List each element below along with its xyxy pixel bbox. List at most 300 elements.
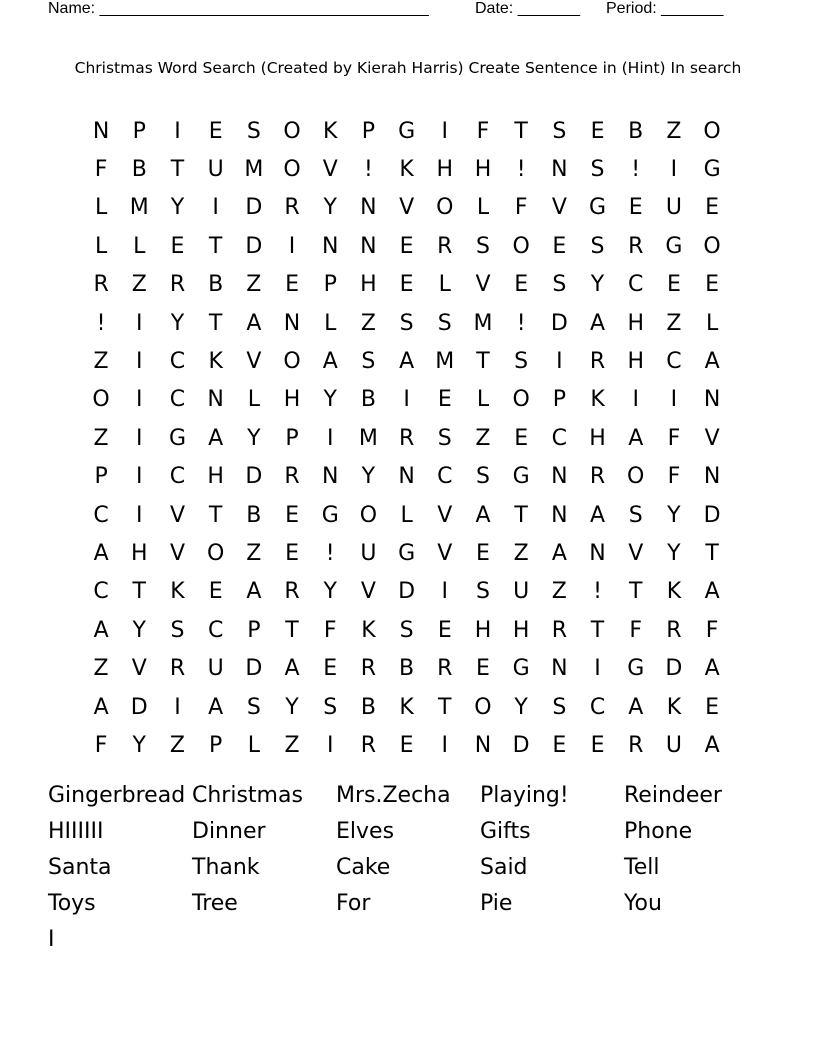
grid-cell: I <box>174 694 181 720</box>
grid-cell: O <box>436 195 454 221</box>
grid-cell: V <box>131 656 147 682</box>
grid-cell: ! <box>516 157 526 183</box>
grid-cell: U <box>665 195 682 221</box>
grid-cell: E <box>628 195 643 221</box>
grid-cell: D <box>512 732 530 758</box>
grid-cell: Y <box>514 694 528 720</box>
grid-cell: G <box>398 540 416 566</box>
grid-cell: K <box>590 387 605 413</box>
grid-cell: S <box>590 157 605 183</box>
grid-cell: I <box>403 387 410 413</box>
grid-cell: C <box>628 272 644 298</box>
word-item: Thank <box>192 854 260 880</box>
grid-cell: S <box>475 233 490 259</box>
grid-cell: V <box>169 540 185 566</box>
header-line <box>48 0 748 22</box>
grid-cell: U <box>665 732 682 758</box>
word-item: Gifts <box>480 819 531 845</box>
grid-cell: E <box>285 502 299 528</box>
grid-cell: F <box>667 425 681 451</box>
grid-cell: C <box>93 502 109 528</box>
grid-cell: S <box>246 694 261 720</box>
grid-cell: ! <box>631 157 641 183</box>
grid-cell: D <box>245 195 263 221</box>
grid-cell: A <box>93 540 109 566</box>
grid-cell: Y <box>667 502 681 528</box>
grid-cell: I <box>670 157 678 183</box>
grid-cell: E <box>399 272 414 298</box>
grid-cell: R <box>360 656 377 682</box>
grid-cell: K <box>361 617 376 643</box>
grid-cell: D <box>665 656 683 682</box>
grid-cell: T <box>628 579 643 605</box>
grid-cell: G <box>321 502 339 528</box>
grid-cell: E <box>514 425 529 451</box>
grid-cell: E <box>399 732 414 758</box>
grid-cell: O <box>283 157 301 183</box>
grid-cell: K <box>399 157 414 183</box>
grid-cell: Z <box>666 118 682 144</box>
grid-cell: H <box>283 387 301 413</box>
grid-cell: T <box>705 540 719 566</box>
word-item: I <box>48 926 55 952</box>
grid-cell: I <box>670 387 678 413</box>
name-field: Name: _____________________________________ <box>48 0 429 17</box>
grid-cell: S <box>399 310 414 336</box>
grid-cell: Z <box>284 732 300 758</box>
grid-cell: P <box>361 118 376 144</box>
grid-cell: A <box>93 694 109 720</box>
grid-cell: K <box>323 118 338 144</box>
grid-cell: F <box>514 195 528 221</box>
grid-cell: V <box>322 157 338 183</box>
grid-cell: L <box>133 233 146 259</box>
grid-cell: O <box>627 464 645 490</box>
grid-cell: Z <box>513 540 529 566</box>
grid-cell: E <box>590 732 605 758</box>
grid-cell: F <box>94 157 108 183</box>
grid-cell: H <box>436 157 454 183</box>
grid-cell: I <box>632 387 639 413</box>
grid-cell: N <box>551 157 568 183</box>
grid-cell: B <box>246 502 262 528</box>
word-item: Santa <box>48 854 112 880</box>
grid-cell: S <box>361 349 376 375</box>
grid-cell: G <box>512 656 530 682</box>
grid-cell: O <box>703 233 721 259</box>
grid-cell: G <box>589 195 607 221</box>
grid-cell: M <box>435 349 455 375</box>
grid-cell: A <box>93 617 109 643</box>
grid-cell: H <box>627 310 644 336</box>
grid-cell: R <box>169 656 186 682</box>
grid-cell: G <box>703 157 721 183</box>
grid-cell: I <box>288 233 296 259</box>
grid-cell: A <box>551 540 567 566</box>
grid-cell: T <box>514 502 528 528</box>
grid-cell: U <box>207 157 224 183</box>
grid-cell: L <box>400 502 413 528</box>
grid-cell: C <box>437 464 453 490</box>
grid-cell: V <box>475 272 491 298</box>
grid-cell: K <box>666 694 682 720</box>
grid-cell: N <box>551 502 568 528</box>
grid-cell: Z <box>169 732 185 758</box>
grid-cell: R <box>284 464 300 490</box>
grid-cell: P <box>132 118 146 144</box>
word-item: Cake <box>336 854 391 880</box>
grid-cell: C <box>551 425 568 451</box>
grid-cell: H <box>474 617 492 643</box>
grid-cell: Y <box>590 272 605 298</box>
grid-cell: S <box>552 272 567 298</box>
grid-cell: L <box>247 732 260 758</box>
grid-cell: S <box>552 694 567 720</box>
grid-cell: P <box>323 272 337 298</box>
grid-cell: G <box>168 425 186 451</box>
grid-cell: I <box>136 310 143 336</box>
word-item: Mrs.Zecha <box>336 783 451 809</box>
grid-cell: O <box>512 387 530 413</box>
grid-cell: D <box>550 310 568 336</box>
grid-cell: ! <box>325 540 335 566</box>
word-item: HIIIIII <box>48 819 104 845</box>
grid-cell: N <box>207 387 224 413</box>
grid-cell: Z <box>666 310 682 336</box>
grid-cell: S <box>323 694 338 720</box>
grid-cell: U <box>513 579 530 605</box>
grid-cell: H <box>131 540 148 566</box>
grid-cell: L <box>247 387 260 413</box>
grid-cell: R <box>284 195 300 221</box>
grid-cell: G <box>665 233 683 259</box>
page-title: Christmas Word Search (Created by Kierah Harris) Create Sentence in (Hint) In search <box>74 59 742 77</box>
word-item: Elves <box>336 819 395 845</box>
grid-cell: S <box>590 233 605 259</box>
grid-cell: N <box>321 233 339 259</box>
word-item: Phone <box>624 819 693 845</box>
grid-cell: D <box>703 502 721 528</box>
grid-cell: E <box>208 118 223 144</box>
grid-cell: Y <box>285 694 299 720</box>
grid-cell: P <box>285 425 299 451</box>
grid-cell: E <box>437 387 452 413</box>
grid-cell: I <box>136 387 143 413</box>
grid-cell: L <box>324 310 337 336</box>
grid-cell: Z <box>246 540 262 566</box>
grid-cell: I <box>136 502 143 528</box>
grid-cell: Y <box>323 195 337 221</box>
grid-cell: I <box>441 118 449 144</box>
grid-cell: Z <box>93 425 109 451</box>
grid-cell: N <box>703 464 721 490</box>
grid-cell: I <box>594 656 601 682</box>
grid-cell: Z <box>360 310 376 336</box>
grid-cell: E <box>552 233 567 259</box>
grid-cell: Y <box>170 310 185 336</box>
grid-cell: H <box>360 272 377 298</box>
grid-cell: D <box>245 656 263 682</box>
grid-cell: V <box>628 540 644 566</box>
grid-cell: N <box>703 387 721 413</box>
grid-cell: L <box>476 387 490 413</box>
word-item: Reindeer <box>624 783 722 809</box>
grid-cell: O <box>474 694 492 720</box>
grid-cell: K <box>208 349 223 375</box>
grid-cell: E <box>170 233 185 259</box>
grid-cell: M <box>473 310 493 336</box>
grid-cell: I <box>556 349 563 375</box>
grid-cell: P <box>94 464 108 490</box>
grid-cell: R <box>628 233 644 259</box>
word-item: Gingerbread <box>48 783 186 809</box>
grid-cell: O <box>92 387 110 413</box>
grid-cell: T <box>208 310 223 336</box>
grid-cell: U <box>207 656 224 682</box>
grid-cell: Y <box>132 732 146 758</box>
grid-cell: E <box>208 579 223 605</box>
grid-cell: T <box>132 579 146 605</box>
word-list <box>48 778 778 957</box>
grid-cell: I <box>136 425 143 451</box>
word-item: Tell <box>624 854 660 880</box>
grid-cell: V <box>704 425 720 451</box>
word-item: Playing! <box>480 783 569 809</box>
grid-cell: S <box>514 349 529 375</box>
grid-cell: H <box>512 617 530 643</box>
grid-cell: L <box>94 195 108 221</box>
grid-cell: Y <box>170 195 185 221</box>
grid-cell: N <box>360 195 377 221</box>
grid-cell: A <box>628 425 644 451</box>
grid-cell: O <box>512 233 530 259</box>
grid-cell: M <box>129 195 149 221</box>
grid-cell: E <box>705 195 720 221</box>
grid-cell: S <box>170 617 185 643</box>
grid-cell: N <box>283 310 301 336</box>
grid-cell: O <box>283 118 301 144</box>
grid-cell: V <box>399 195 415 221</box>
grid-cell: A <box>704 656 720 682</box>
grid-cell: A <box>704 732 720 758</box>
grid-cell: V <box>360 579 376 605</box>
grid-cell: L <box>94 233 108 259</box>
grid-cell: A <box>208 694 224 720</box>
word-item: Dinner <box>192 819 266 845</box>
grid-cell: K <box>399 694 414 720</box>
grid-cell: E <box>590 118 605 144</box>
grid-cell: F <box>629 617 643 643</box>
grid-cell: Z <box>246 272 262 298</box>
grid-cell: Y <box>323 387 337 413</box>
word-item: Pie <box>480 890 513 916</box>
grid-cell: A <box>704 579 720 605</box>
grid-cell: A <box>475 502 491 528</box>
grid-cell: T <box>514 118 528 144</box>
grid-cell: V <box>437 502 453 528</box>
grid-cell: I <box>441 732 449 758</box>
grid-cell: R <box>398 425 415 451</box>
grid-cell: A <box>590 310 606 336</box>
grid-cell: R <box>360 732 377 758</box>
grid-cell: S <box>628 502 643 528</box>
grid-cell: S <box>246 118 261 144</box>
grid-cell: N <box>474 732 492 758</box>
grid-cell: N <box>551 464 568 490</box>
grid-cell: C <box>207 617 224 643</box>
grid-cell: B <box>131 157 147 183</box>
grid-cell: T <box>208 233 223 259</box>
grid-cell: Y <box>361 464 376 490</box>
grid-cell: A <box>246 579 262 605</box>
grid-cell: H <box>207 464 224 490</box>
date-field: Date: _______ <box>475 0 580 17</box>
grid-cell: ! <box>516 310 526 336</box>
grid-cell: R <box>589 464 606 490</box>
grid-cell: E <box>476 656 490 682</box>
grid-cell: G <box>627 656 645 682</box>
grid-cell: F <box>476 118 490 144</box>
grid-cell: E <box>476 540 490 566</box>
grid-cell: L <box>438 272 451 298</box>
grid-cell: T <box>208 502 223 528</box>
grid-cell: N <box>589 540 606 566</box>
grid-cell: D <box>245 233 263 259</box>
grid-cell: I <box>212 195 219 221</box>
grid-cell: R <box>93 272 109 298</box>
grid-cell: Y <box>323 579 337 605</box>
grid-cell: O <box>359 502 378 528</box>
grid-cell: K <box>666 579 682 605</box>
grid-cell: C <box>169 387 186 413</box>
grid-cell: E <box>399 233 414 259</box>
grid-cell: R <box>437 656 453 682</box>
grid-cell: R <box>551 617 567 643</box>
grid-cell: R <box>169 272 186 298</box>
grid-cell: N <box>321 464 339 490</box>
grid-cell: G <box>398 118 416 144</box>
grid-cell: Y <box>132 617 146 643</box>
grid-cell: A <box>704 349 720 375</box>
grid-cell: T <box>285 617 299 643</box>
period-field: Period: _______ <box>606 0 724 17</box>
grid-cell: E <box>323 656 338 682</box>
grid-cell: N <box>360 233 377 259</box>
grid-cell: P <box>209 732 223 758</box>
grid-cell: E <box>285 272 299 298</box>
grid-cell: A <box>284 656 300 682</box>
grid-cell: E <box>437 617 452 643</box>
grid-cell: A <box>208 425 224 451</box>
grid-cell: C <box>666 349 682 375</box>
grid-cell: A <box>628 694 644 720</box>
grid-cell: I <box>174 118 181 144</box>
grid-cell: F <box>94 732 108 758</box>
grid-cell: M <box>244 157 264 183</box>
word-item: Toys <box>48 890 96 916</box>
grid-cell: S <box>437 310 452 336</box>
grid-cell: V <box>246 349 262 375</box>
grid-cell: S <box>437 425 452 451</box>
grid-cell: A <box>399 349 415 375</box>
grid-cell: P <box>247 617 261 643</box>
grid-cell: S <box>552 118 567 144</box>
word-item: You <box>624 890 662 916</box>
grid-cell: R <box>589 349 606 375</box>
grid-cell: Z <box>475 425 491 451</box>
grid-cell: I <box>326 425 334 451</box>
grid-cell: R <box>437 233 453 259</box>
grid-cell: ! <box>96 310 106 336</box>
grid-cell: F <box>667 464 681 490</box>
grid-cell: N <box>92 118 110 144</box>
grid-cell: Y <box>667 540 681 566</box>
grid-cell: I <box>136 349 143 375</box>
grid-cell: ! <box>593 579 602 605</box>
grid-cell: N <box>398 464 415 490</box>
grid-cell: V <box>169 502 185 528</box>
grid-cell: B <box>399 656 415 682</box>
grid-cell: A <box>246 310 262 336</box>
grid-cell: C <box>93 579 109 605</box>
grid-cell: C <box>169 464 186 490</box>
grid-cell: L <box>705 310 719 336</box>
word-item: Tree <box>192 890 238 916</box>
grid-cell: C <box>589 694 606 720</box>
grid-cell: L <box>476 195 490 221</box>
grid-cell: D <box>398 579 416 605</box>
grid-cell: V <box>551 195 567 221</box>
letter-grid <box>82 112 732 765</box>
grid-cell: D <box>130 694 148 720</box>
grid-cell: T <box>590 617 605 643</box>
grid-cell: M <box>358 425 378 451</box>
grid-cell: T <box>476 349 490 375</box>
grid-cell: R <box>628 732 644 758</box>
grid-cell: B <box>360 387 376 413</box>
grid-cell: E <box>552 732 567 758</box>
grid-cell: S <box>475 464 490 490</box>
grid-cell: V <box>437 540 453 566</box>
grid-cell: I <box>326 732 334 758</box>
grid-cell: R <box>284 579 300 605</box>
grid-cell: T <box>170 157 185 183</box>
grid-cell: T <box>438 694 452 720</box>
grid-cell: U <box>360 540 377 566</box>
word-item: Said <box>480 854 528 880</box>
grid-cell: D <box>245 464 263 490</box>
grid-cell: H <box>627 349 644 375</box>
grid-cell: N <box>551 656 568 682</box>
grid-cell: A <box>322 349 338 375</box>
grid-cell: K <box>170 579 185 605</box>
grid-cell: E <box>705 272 720 298</box>
grid-cell: E <box>285 540 299 566</box>
grid-cell: O <box>703 118 721 144</box>
grid-cell: O <box>283 349 301 375</box>
grid-cell: S <box>475 579 490 605</box>
grid-cell: S <box>399 617 414 643</box>
grid-cell: E <box>514 272 529 298</box>
grid-cell: P <box>552 387 566 413</box>
word-item: For <box>336 890 371 916</box>
grid-cell: F <box>323 617 337 643</box>
grid-cell: B <box>208 272 224 298</box>
grid-cell: I <box>136 464 143 490</box>
grid-cell: F <box>705 617 719 643</box>
grid-cell: R <box>666 617 682 643</box>
grid-cell: Z <box>551 579 567 605</box>
